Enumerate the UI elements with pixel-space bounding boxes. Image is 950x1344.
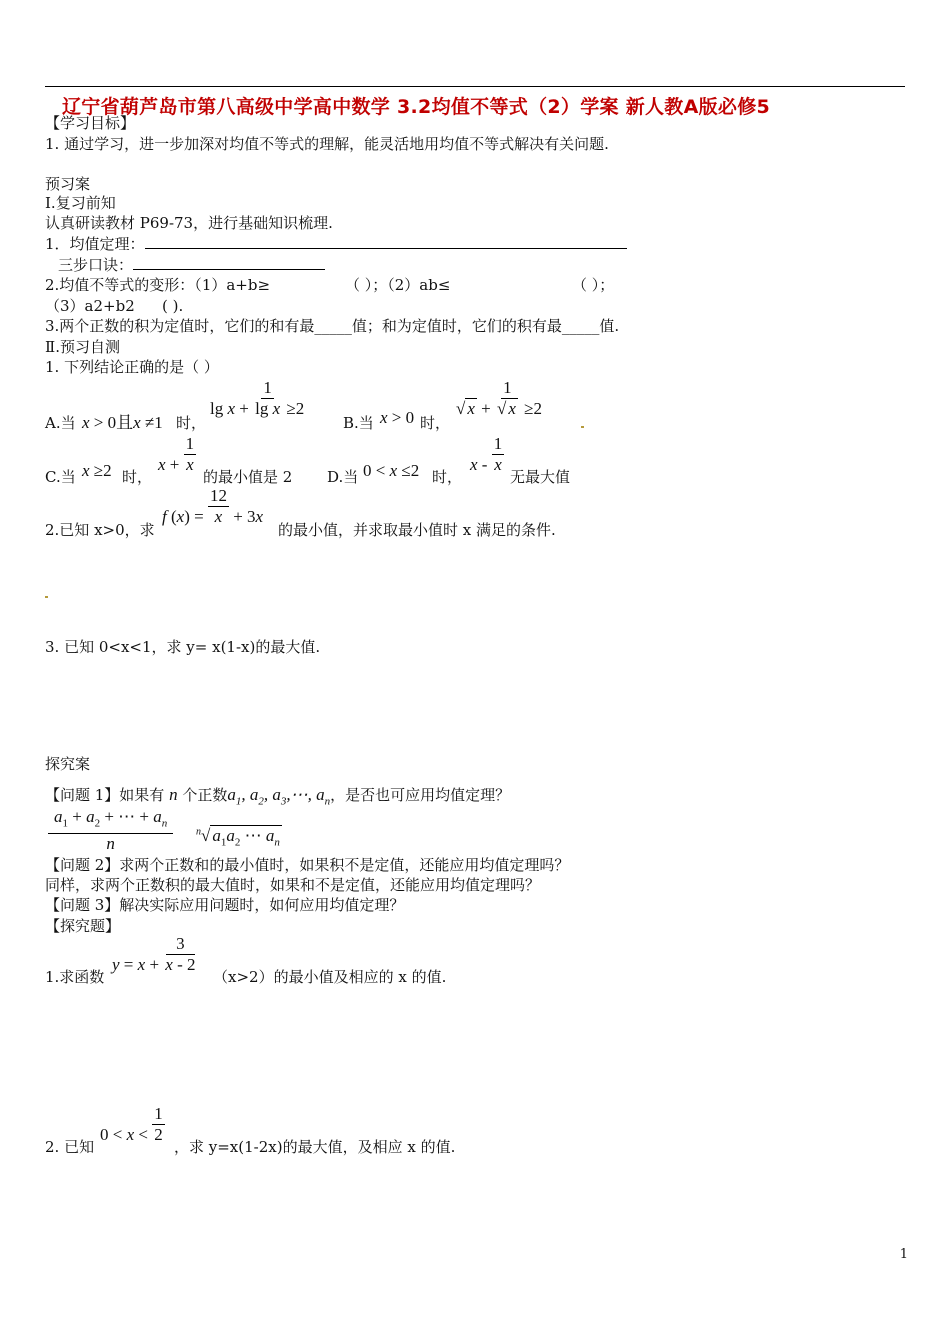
page-title: 辽宁省葫芦岛市第八高级中学高中数学 3.2均值不等式（2）学案 新人教A版必修5	[62, 96, 771, 118]
problem-1-mid: 个正数	[182, 786, 228, 804]
option-c-label: C.当	[45, 468, 76, 486]
review-item-3b: ( ).	[162, 297, 184, 315]
option-a-label: A.当	[45, 414, 76, 432]
preview-heading: 预习案	[45, 175, 91, 193]
review-item-3: （3）a2+b2	[45, 297, 135, 315]
question-2-formula: f (x) = $\frac{12}{x}$ + 3x	[162, 486, 264, 527]
review-item-2c: （ ）；	[572, 276, 615, 294]
option-b-condition: x > 0	[380, 408, 415, 427]
review-item-4: 3.两个正数的积为定值时，它们的和有最_____值；和为定值时，它们的积有最_____值.	[45, 317, 620, 335]
option-d-formula: x - $\frac{1}{x}$	[470, 434, 503, 475]
option-a-condition: x > 0且x ≠1	[82, 413, 163, 432]
option-b-formula: √ x + $\frac{1}{√ x}$ ≥2	[456, 378, 542, 419]
answer-blank	[133, 255, 325, 270]
option-c-when: 时，	[122, 468, 153, 486]
exercise-2-condition: 0 < x < $\frac{1}{2}$	[100, 1104, 163, 1145]
option-d-label: D.当	[327, 468, 359, 486]
goal-text: 1. 通过学习，进一步加深对均值不等式的理解，能灵活地用均值不等式解决有关问题.	[45, 135, 609, 153]
question-2-start: 2.已知 x>0，求	[45, 521, 155, 539]
exercise-1-start: 1.求函数	[45, 968, 105, 986]
option-a-formula: lg x + $\frac{1}{\text{lg x}}$ ≥2	[210, 378, 305, 419]
page-number: 1	[899, 1247, 908, 1262]
option-b-when: 时，	[420, 414, 451, 432]
marker-dot	[581, 426, 584, 428]
option-c-condition: x ≥2	[82, 461, 112, 480]
question-2-end: 的最小值，并求取最小值时 x 满足的条件.	[278, 521, 556, 539]
explore-heading: 探究案	[45, 755, 91, 773]
review-heading: Ⅰ.复习前知	[45, 194, 116, 212]
option-c-formula: x + $\frac{1}{x}$	[158, 434, 195, 475]
exercise-2-end: ，求 y=x(1-2x)的最大值，及相应 x 的值.	[174, 1138, 456, 1156]
option-d-result: 无最大值	[510, 468, 571, 486]
exercise-2-start: 2. 已知	[45, 1138, 95, 1156]
answer-blank	[145, 234, 627, 249]
option-a-when: 时，	[176, 414, 207, 432]
exercise-1-end: （x>2）的最小值及相应的 x 的值.	[213, 968, 447, 986]
problem-1-end: ，是否也可应用均值定理？	[330, 786, 511, 804]
review-item-2: 2.均值不等式的变形：（1）a+b≥	[45, 276, 271, 294]
exercise-heading: 【探究题】	[45, 917, 121, 935]
option-d-condition: 0 < x ≤2	[363, 461, 420, 480]
review-instruction: 认真研读教材 P69-73，进行基础知识梳理.	[45, 214, 333, 232]
review-slogan	[58, 255, 325, 275]
problem-1-start: 【问题 1】如果有	[45, 786, 165, 804]
review-slogan-label: 三步口诀：	[58, 256, 134, 274]
problem-2: 【问题 2】求两个正数和的最小值时，如果积不是定值，还能应用均值定理吗？	[45, 856, 570, 874]
problem-3: 【问题 3】解决实际应用问题时，如何应用均值定理？	[45, 896, 405, 914]
question-1: 1. 下列结论正确的是（ ）	[45, 358, 219, 376]
review-item-2b: （ ）；（2）ab≤	[345, 276, 451, 294]
option-d-when: 时，	[432, 468, 463, 486]
arithmetic-mean-formula: $\frac{a_1 + a_2 + \cdots + a_n}{n}$	[48, 807, 173, 854]
header-rule	[45, 86, 905, 87]
question-3: 3. 已知 0<x<1，求 y= x(1-x)的最大值.	[45, 638, 321, 656]
review-item-1	[45, 234, 627, 254]
exercise-1-formula: y = x + $\frac{3}{x - 2}$	[112, 934, 196, 975]
marker-dot	[45, 596, 48, 598]
math-sequence: $a_1$, $a_2$, $a_3,\cdots$, $a_n$	[227, 785, 331, 808]
goal-heading: 【学习目标】	[45, 114, 136, 132]
selftest-heading: Ⅱ.预习自测	[45, 338, 120, 356]
option-b-label: B.当	[343, 414, 374, 432]
math-n: n	[169, 785, 178, 804]
review-item-1-label: 1．均值定理：	[45, 235, 145, 253]
problem-2-followup: 同样，求两个正数积的最大值时，如果和不是定值，还能应用均值定理吗？	[45, 876, 541, 894]
geometric-mean-formula: $^n$√ $a_1a_2$ ⋯ $a_n$	[196, 826, 280, 849]
option-c-result: 的最小值是 2	[203, 468, 293, 486]
